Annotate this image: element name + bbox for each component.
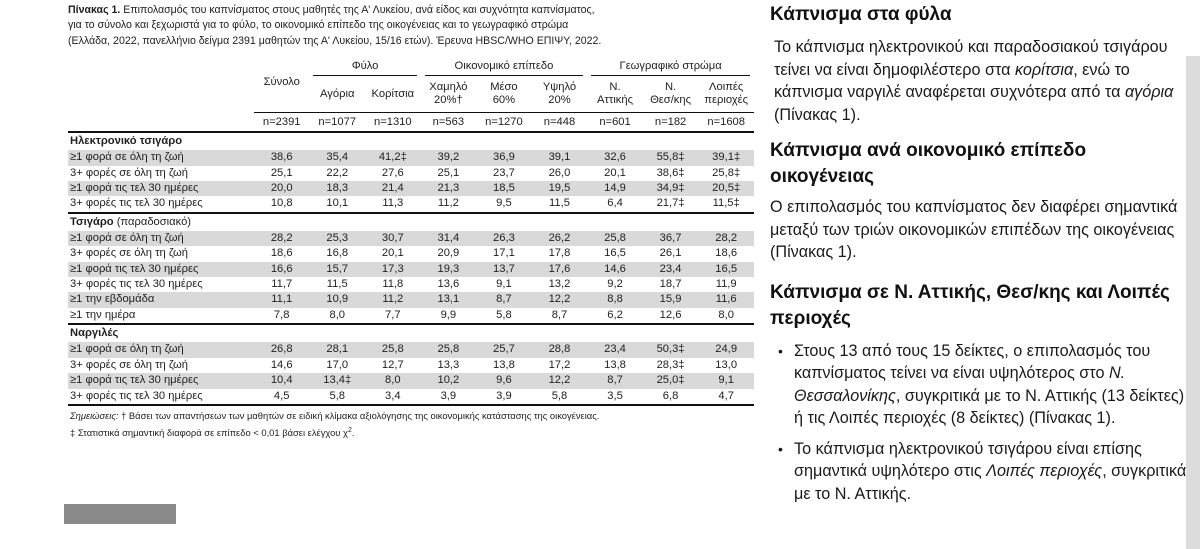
cell-value: 21,3 bbox=[421, 181, 477, 196]
cell-value: 15,7 bbox=[309, 262, 365, 277]
section-header-row: Τσιγάρο (παραδοσιακό) bbox=[70, 215, 192, 228]
cell-value: 3,5 bbox=[587, 389, 643, 405]
cell-value: 20,9 bbox=[437, 247, 460, 260]
cell-value: 22,2 bbox=[326, 166, 349, 179]
cell-value: 19,3 bbox=[421, 262, 477, 277]
cell-value: 9,9 bbox=[421, 308, 477, 324]
table-row bbox=[68, 389, 754, 405]
sample-size-row: n=2391 n=1077 n=1310 n=563 n=1270 n=448 n=601 n=182 n=1608 bbox=[68, 113, 754, 133]
cell-value: 9,1 bbox=[698, 373, 754, 388]
geo-bullets bbox=[770, 340, 1190, 506]
heading-economic: Κάπνισμα ανά οικονομικό επίπεδο οικογένειας bbox=[770, 140, 1087, 187]
row-label: 3+ φορές σε όλη τη ζωή bbox=[70, 358, 189, 371]
group-header-geo: Γεωγραφικό στρώμα bbox=[587, 58, 754, 76]
cell-value: 21,4 bbox=[365, 181, 421, 196]
cell-value: 28,3‡ bbox=[656, 358, 685, 371]
cell-value: 27,6 bbox=[381, 166, 404, 179]
cell-value: 11,6 bbox=[698, 292, 754, 307]
col-header-thess: Ν. Θεσ/κης bbox=[650, 81, 692, 107]
section-header-row: Ναργιλές bbox=[70, 327, 119, 340]
table-row bbox=[68, 262, 754, 277]
cell-value: 17,2 bbox=[548, 358, 571, 371]
table-row bbox=[68, 196, 754, 212]
table-row bbox=[68, 181, 754, 196]
cell-value: 11,1 bbox=[254, 292, 310, 307]
cell-value: 6,2 bbox=[587, 308, 643, 324]
cell-value: 25,8‡ bbox=[712, 166, 741, 179]
heading-sex: Κάπνισμα στα φύλα bbox=[770, 4, 952, 25]
cell-value: 20,5‡ bbox=[698, 181, 754, 196]
cell-value: 13,2 bbox=[548, 278, 571, 291]
cell-value: 4,5 bbox=[254, 389, 310, 405]
col-header-attica: Ν. Αττικής bbox=[597, 81, 634, 107]
cell-value: 16,5 bbox=[698, 262, 754, 277]
section-header-row: Ηλεκτρονικό τσιγάρο bbox=[70, 135, 183, 148]
cell-value: 11,2 bbox=[365, 292, 421, 307]
cell-value: 17,8 bbox=[548, 247, 571, 260]
cell-value: 13,1 bbox=[421, 292, 477, 307]
cell-value: 28,8 bbox=[532, 342, 588, 357]
bullet-item: • Το κάπνισμα ηλεκτρονικού τσιγάρου είναι επίσης σημαντικά υψηλότερο στις Λοιπές περιοχές, συγκριτικά με το Ν. Αττικής. bbox=[778, 439, 1187, 503]
row-label: ≥1 την ημέρα bbox=[68, 308, 254, 324]
group-header-sex: Φύλο bbox=[309, 58, 420, 76]
table-row bbox=[68, 308, 754, 324]
cell-value: 26,1 bbox=[659, 247, 682, 260]
row-label: 3+ φορές σε όλη τη ζωή bbox=[70, 166, 189, 179]
cell-value: 39,1‡ bbox=[698, 150, 754, 165]
cell-value: 9,1 bbox=[496, 278, 512, 291]
cell-value: 25,3 bbox=[309, 231, 365, 246]
cell-value: 18,6 bbox=[270, 247, 293, 260]
cell-value: 25,1 bbox=[270, 166, 293, 179]
cell-value: 11,5 bbox=[532, 196, 588, 212]
bullet-item: • Στους 13 από τους 15 δείκτες, ο επιπολασμός του καπνίσματος τείνει να είναι υψηλότερος στο Ν. Θεσσαλονίκης, συγκριτικά με το Ν. Αττικής (13 δείκτες) ή τις Λοιπές περιοχές (8 δείκτες) (Πίνακας 1). bbox=[778, 341, 1185, 427]
col-header-girls: Κορίτσια bbox=[371, 87, 415, 100]
cell-value: 18,5 bbox=[476, 181, 532, 196]
cell-value: 4,7 bbox=[698, 389, 754, 405]
cell-value: 6,4 bbox=[587, 196, 643, 212]
cell-value: 25,8 bbox=[365, 342, 421, 357]
cell-value: 13,0 bbox=[715, 358, 738, 371]
col-header-high: Υψηλό 20% bbox=[542, 81, 577, 107]
cell-value: 21,7‡ bbox=[643, 196, 699, 212]
cell-value: 15,9 bbox=[643, 292, 699, 307]
scrollbar[interactable] bbox=[1186, 56, 1200, 549]
cell-value: 20,1 bbox=[381, 247, 404, 260]
cell-value: 7,8 bbox=[254, 308, 310, 324]
bullet-icon: • bbox=[778, 342, 783, 359]
cell-value: 28,2 bbox=[698, 231, 754, 246]
cell-value: 34,9‡ bbox=[643, 181, 699, 196]
table-row bbox=[68, 150, 754, 165]
cell-value: 35,4 bbox=[309, 150, 365, 165]
cell-value: 32,6 bbox=[587, 150, 643, 165]
cell-value: 8,8 bbox=[587, 292, 643, 307]
cell-value: 13,7 bbox=[476, 262, 532, 277]
row-label: ≥1 φορά σε όλη τη ζωή bbox=[68, 150, 254, 165]
cell-value: 41,2‡ bbox=[365, 150, 421, 165]
cell-value: 11,2 bbox=[421, 196, 477, 212]
cell-value: 25,0‡ bbox=[643, 373, 699, 388]
table-caption: Πίνακας 1. Επιπολασμός του καπνίσματος στους μαθητές της Α' Λυκείου, ανά είδος και συχνότητα καπνίσματος, για το σύνολο και ξεχωριστά για το φύλο, το οικονομικό επίπεδο της οικογένειας και το γεωγραφικό στρώμα (Ελλάδα, 2022, πανελλήνιο δείγμα 2391 μαθητών της Α' Λυκείου, 15/16 ετών). Έρευνα HBSC/WHO ΕΠΙΨΥ, 2022. bbox=[68, 4, 602, 47]
group-header-economic: Οικονομικό επίπεδο bbox=[421, 58, 588, 76]
row-label: 3+ φορές σε όλη τη ζωή bbox=[70, 247, 189, 260]
row-label: 3+ φορές τις τελ 30 ημέρες bbox=[70, 278, 203, 291]
cell-value: 30,7 bbox=[365, 231, 421, 246]
cell-value: 23,4 bbox=[587, 342, 643, 357]
table-row bbox=[68, 231, 754, 246]
row-label: 3+ φορές τις τελ 30 ημέρες bbox=[68, 196, 254, 212]
text-sex: Το κάπνισμα ηλεκτρονικού και παραδοσιακού τσιγάρου τείνει να είναι δημοφιλέστερο στα κορίτσια, ενώ το κάπνισμα ναργιλέ αναφέρεται συχνότερα από τα αγόρια (Πίνακας 1). bbox=[774, 38, 1174, 124]
cell-value: 20,1 bbox=[604, 166, 626, 179]
cell-value: 6,8 bbox=[643, 389, 699, 405]
cell-value: 18,3 bbox=[309, 181, 365, 196]
cell-value: 36,9 bbox=[476, 150, 532, 165]
cell-value: 10,8 bbox=[254, 196, 310, 212]
cell-value: 26,8 bbox=[254, 342, 310, 357]
cell-value: 17,3 bbox=[365, 262, 421, 277]
cell-value: 11,3 bbox=[365, 196, 421, 212]
cell-value: 10,1 bbox=[309, 196, 365, 212]
cell-value: 16,6 bbox=[254, 262, 310, 277]
table-row bbox=[68, 342, 754, 357]
cell-value: 28,1 bbox=[309, 342, 365, 357]
table-row bbox=[68, 166, 754, 181]
cell-value: 20,0 bbox=[254, 181, 310, 196]
col-header-mid: Μέσο 60% bbox=[490, 81, 518, 107]
row-label: ≥1 φορά τις τελ 30 ημέρες bbox=[68, 181, 254, 196]
cell-value: 28,2 bbox=[254, 231, 310, 246]
col-header-low: Χαμηλό 20%† bbox=[429, 81, 468, 107]
table-panel bbox=[68, 3, 754, 440]
cell-value: 25,7 bbox=[476, 342, 532, 357]
cell-value: 23,4 bbox=[643, 262, 699, 277]
cell-value: 13,3 bbox=[437, 358, 460, 371]
cell-value: 5,8 bbox=[532, 389, 588, 405]
cell-value: 5,8 bbox=[309, 389, 365, 405]
cell-value: 13,8 bbox=[604, 358, 626, 371]
cell-value: 14,9 bbox=[587, 181, 643, 196]
cell-value: 36,7 bbox=[643, 231, 699, 246]
cell-value: 12,2 bbox=[532, 373, 588, 388]
row-label: ≥1 φορά τις τελ 30 ημέρες bbox=[68, 373, 254, 388]
redacted-block bbox=[64, 504, 176, 524]
cell-value: 39,2 bbox=[421, 150, 477, 165]
table-row bbox=[68, 246, 754, 261]
cell-value: 9,2 bbox=[607, 278, 623, 291]
cell-value: 8,7 bbox=[532, 308, 588, 324]
cell-value: 16,8 bbox=[326, 247, 349, 260]
caption-label: Πίνακας 1. bbox=[68, 4, 121, 16]
cell-value: 25,8 bbox=[421, 342, 477, 357]
row-label: ≥1 την εβδομάδα bbox=[68, 292, 254, 307]
cell-value: 38,6‡ bbox=[656, 166, 685, 179]
row-label: ≥1 φορά σε όλη τη ζωή bbox=[68, 231, 254, 246]
table-row bbox=[68, 358, 754, 373]
cell-value: 24,9 bbox=[698, 342, 754, 357]
cell-value: 18,6 bbox=[715, 247, 738, 260]
table-notes: Σημειώσεις: † Βάσει των απαντήσεων των μαθητών σε ειδική κλίμακα αξιολόγησης της οικονομικής κατάστασης της οικογένειας. ‡ Στατιστικά σημαντική διαφορά σε επίπεδο < 0,01 βάσει ελέγχου $\chi^2$. bbox=[70, 409, 600, 439]
cell-value: 18,7 bbox=[659, 278, 682, 291]
cell-value: 8,7 bbox=[587, 373, 643, 388]
cell-value: 26,3 bbox=[476, 231, 532, 246]
cell-value: 9,6 bbox=[476, 373, 532, 388]
cell-value: 14,6 bbox=[270, 358, 293, 371]
bullet-icon: • bbox=[778, 440, 783, 457]
cell-value: 14,6 bbox=[587, 262, 643, 277]
cell-value: 13,8 bbox=[493, 358, 515, 371]
cell-value: 13,4‡ bbox=[309, 373, 365, 388]
col-header-total: Σύνολο bbox=[263, 76, 300, 89]
cell-value: 25,8 bbox=[587, 231, 643, 246]
col-header-boys: Αγόρια bbox=[320, 87, 355, 100]
cell-value: 31,4 bbox=[421, 231, 477, 246]
summary-panel bbox=[770, 0, 1190, 513]
cell-value: 38,6 bbox=[254, 150, 310, 165]
cell-value: 12,7 bbox=[381, 358, 404, 371]
cell-value: 26,0 bbox=[548, 166, 571, 179]
col-header-other: Λοιπές περιοχές bbox=[704, 81, 749, 107]
cell-value: 10,4 bbox=[254, 373, 310, 388]
cell-value: 19,5 bbox=[532, 181, 588, 196]
cell-value: 10,2 bbox=[421, 373, 477, 388]
cell-value: 16,5 bbox=[604, 247, 626, 260]
cell-value: 8,7 bbox=[476, 292, 532, 307]
cell-value: 17,1 bbox=[493, 247, 515, 260]
cell-value: 3,9 bbox=[421, 389, 477, 405]
cell-value: 55,8‡ bbox=[643, 150, 699, 165]
cell-value: 12,2 bbox=[532, 292, 588, 307]
row-label: ≥1 φορά τις τελ 30 ημέρες bbox=[68, 262, 254, 277]
cell-value: 5,8 bbox=[476, 308, 532, 324]
cell-value: 9,5 bbox=[476, 196, 532, 212]
cell-value: 3,4 bbox=[365, 389, 421, 405]
cell-value: 11,5‡ bbox=[698, 196, 754, 212]
row-label: 3+ φορές τις τελ 30 ημέρες bbox=[68, 389, 254, 405]
cell-value: 8,0 bbox=[365, 373, 421, 388]
cell-value: 8,0 bbox=[698, 308, 754, 324]
cell-value: 13,6 bbox=[437, 278, 460, 291]
cell-value: 26,2 bbox=[532, 231, 588, 246]
cell-value: 11,5 bbox=[326, 278, 348, 291]
table-row bbox=[68, 292, 754, 307]
cell-value: 23,7 bbox=[493, 166, 515, 179]
heading-geo: Κάπνισμα σε Ν. Αττικής, Θεσ/κης και Λοιπές περιοχές bbox=[770, 281, 1170, 329]
table-row bbox=[68, 277, 754, 292]
table-row bbox=[68, 373, 754, 388]
cell-value: 11,8 bbox=[382, 278, 404, 291]
cell-value: 11,9 bbox=[715, 278, 737, 291]
cell-value: 11,7 bbox=[271, 278, 293, 291]
cell-value: 8,0 bbox=[309, 308, 365, 324]
cell-value: 50,3‡ bbox=[643, 342, 699, 357]
cell-value: 10,9 bbox=[309, 292, 365, 307]
cell-value: 17,6 bbox=[532, 262, 588, 277]
text-economic: Ο επιπολασμός του καπνίσματος δεν διαφέρει σημαντικά μεταξύ των τριών οικονομικών επιπέδων της οικογένειας (Πίνακας 1). bbox=[770, 198, 1178, 261]
cell-value: 39,1 bbox=[532, 150, 588, 165]
cell-value: 7,7 bbox=[365, 308, 421, 324]
cell-value: 25,1 bbox=[437, 166, 460, 179]
cell-value: 3,9 bbox=[476, 389, 532, 405]
cell-value: 17,0 bbox=[326, 358, 349, 371]
cell-value: 12,6 bbox=[643, 308, 699, 324]
smoking-prevalence-table bbox=[68, 58, 754, 406]
row-label: ≥1 φορά σε όλη τη ζωή bbox=[68, 342, 254, 357]
